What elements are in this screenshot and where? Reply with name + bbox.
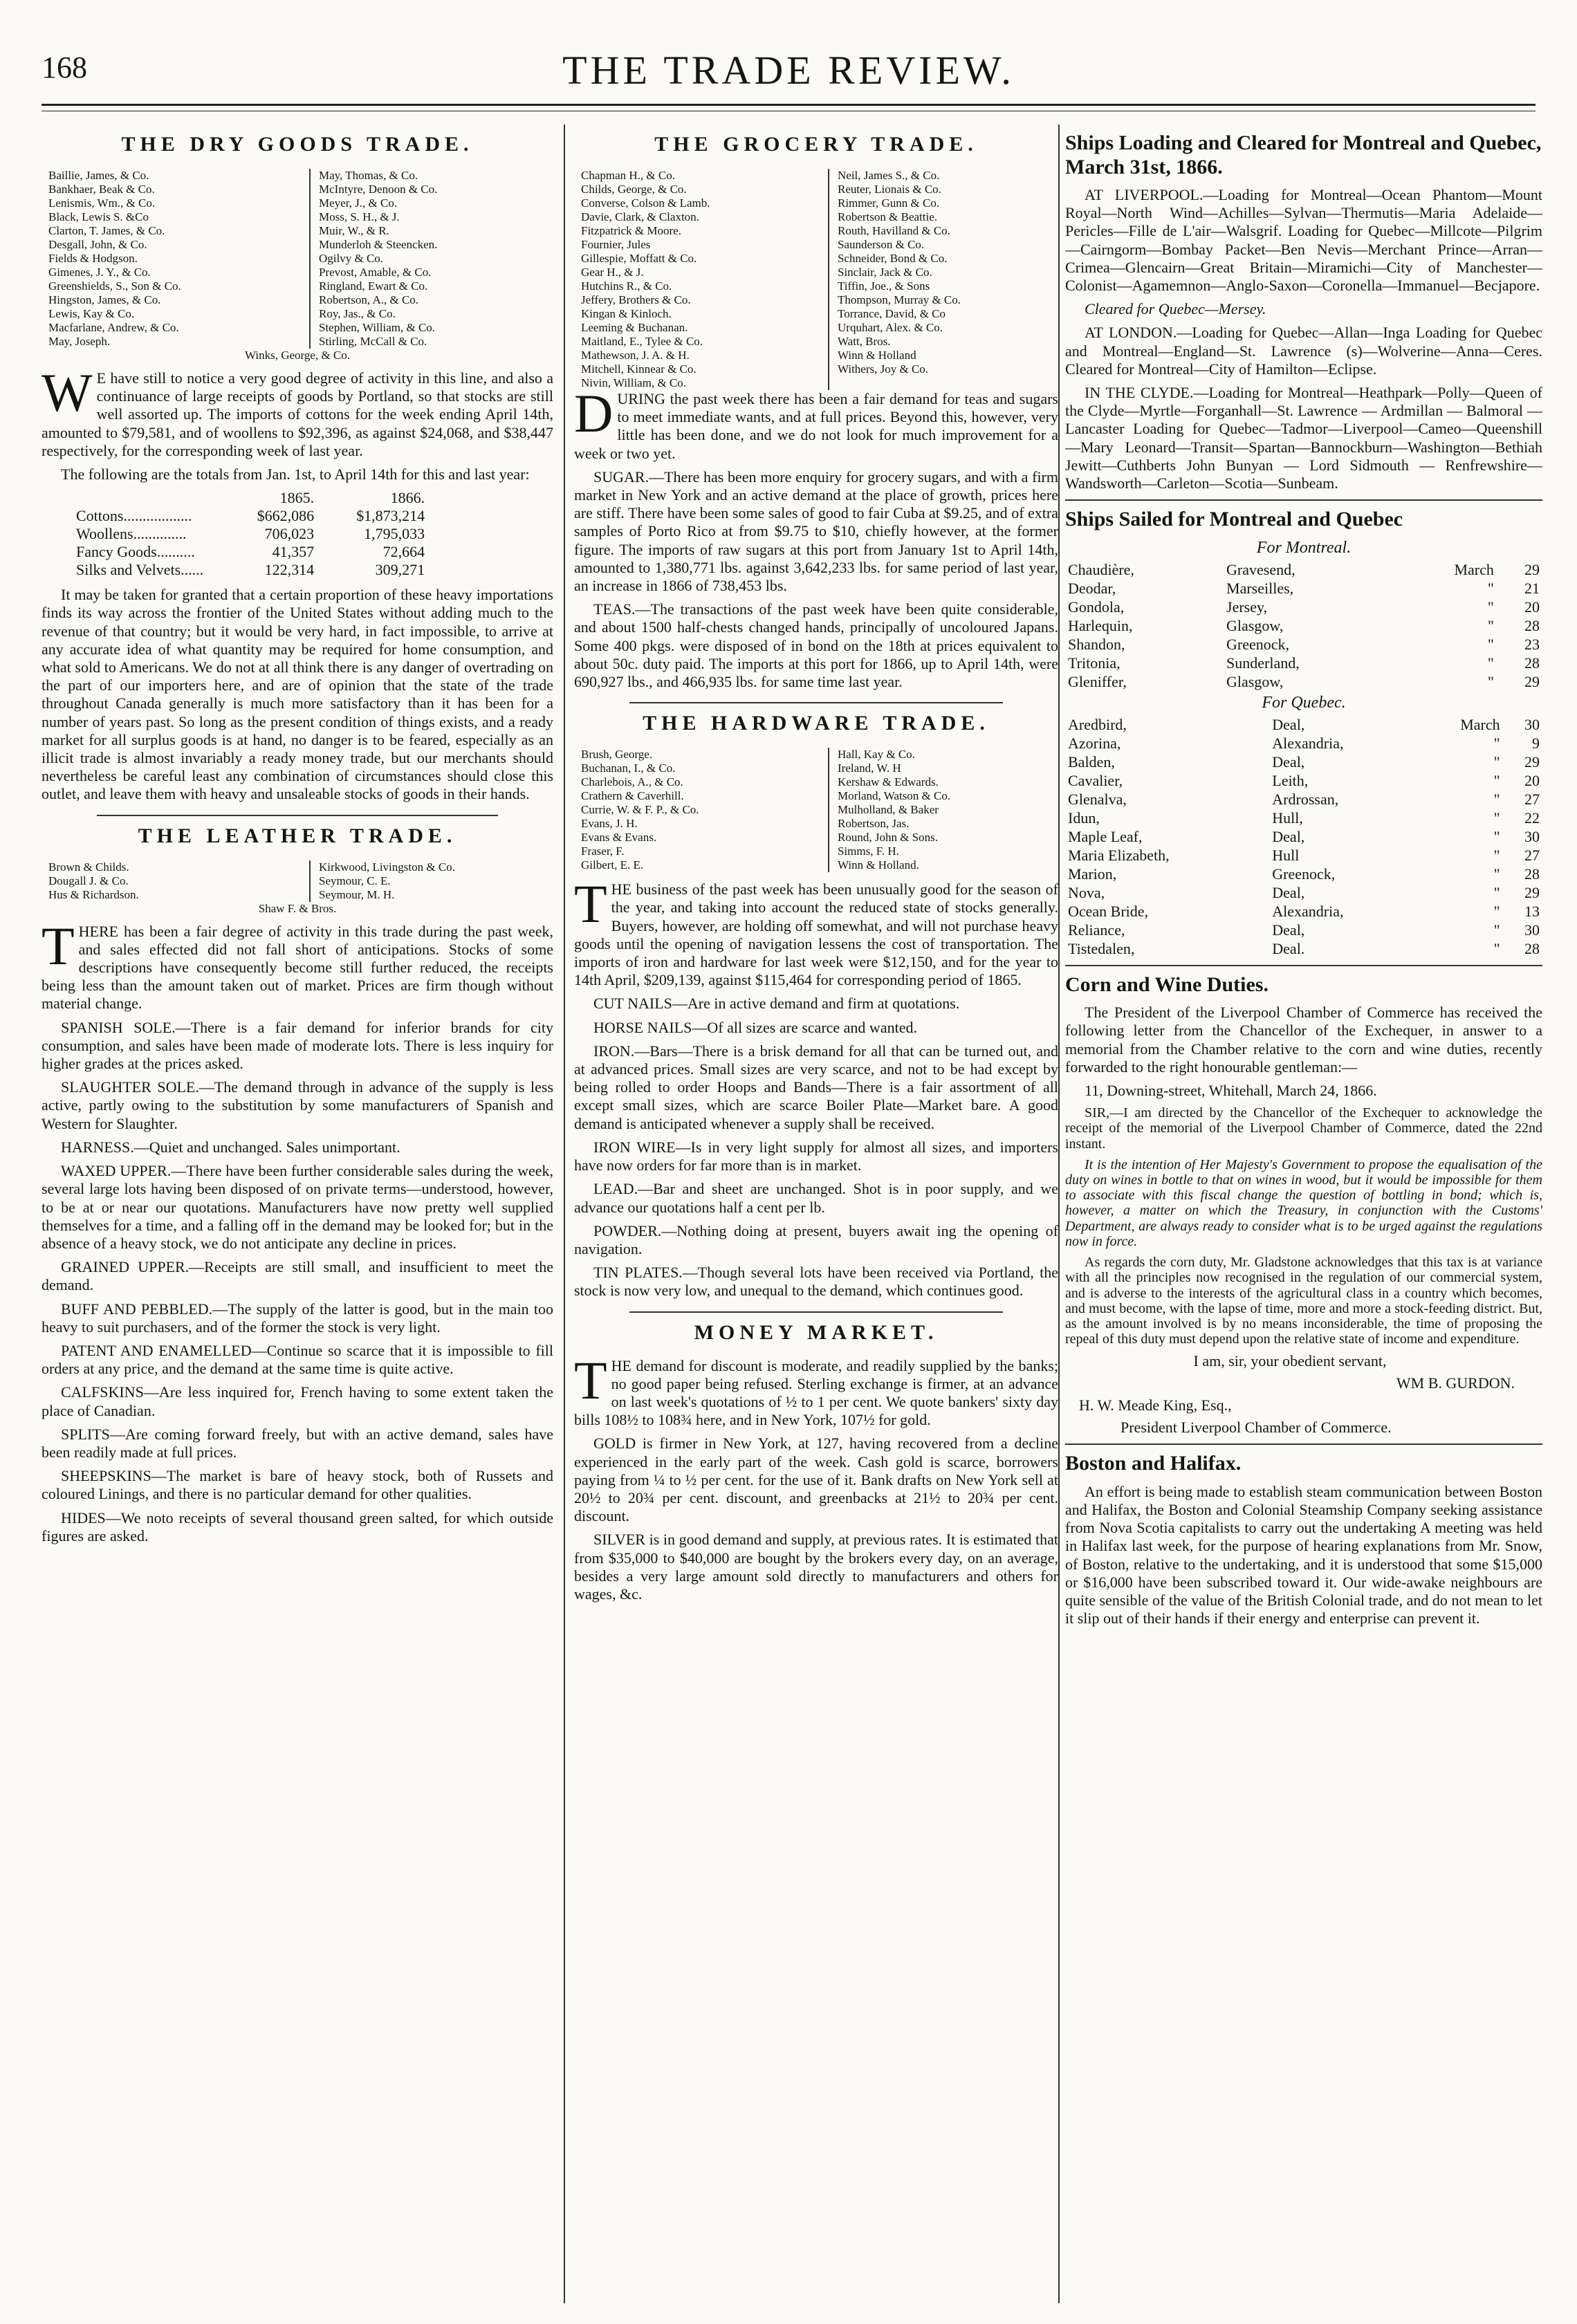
paragraph: CALFSKINS—Are less inquired for, French having to some extent taken the place of Canadian. (42, 1383, 553, 1419)
ship-port: Deal. (1272, 939, 1305, 957)
subheading: For Montreal. (1256, 538, 1352, 557)
firm-list-right (309, 860, 553, 902)
firm-name: Dougall J. & Co. (48, 874, 129, 887)
firm-name: Nivin, William, & Co. (581, 376, 687, 389)
ship-port: Deal, (1272, 827, 1305, 845)
ship-row (1065, 672, 1542, 691)
paragraph: IRON.—Bars—There is a brisk demand for all that can be turned out, and at advanced prices. Small sizes are very scarce, and not to be had except by being rolled to order Hoops and Bands—There is a fair assortment of all except small sizes, which are scarce Boiler Plate—Market bare. A good demand is anticipated whenever a supply shall be received. (574, 1042, 1058, 1132)
paragraph: AT LIVERPOOL.—Loading for Montreal—Ocean Phantom—Mount Royal—North Wind—Achilles—Sylvan—Thermutis—Maria Adelaide—Pericles—Fille de L'air—Walsgrif. Loading for Quebec—Millcote—Pilgrim—Cairngorm—Bombay Packet—Ben Nevis—Merchant Prince—Arran—Crimea—Glencairn—Great Britain—Miramichi—City of Manchester—Colonist—Agamemnon—Anglo-Saxon—Coronella—Immanuel—Becjapore. (1065, 186, 1542, 295)
firm-name: Converse, Colson & Lamb. (581, 196, 710, 210)
ship-port: Deal, (1272, 715, 1305, 733)
section-title: Ships Loading and Cleared for Montreal and Quebec, March 31st, 1866. (1065, 131, 1542, 178)
ship-day: 30 (1524, 827, 1540, 845)
paragraph: TIN PLATES.—Though several lots have been received via Portland, the stock is now very low, and unequal to the demand, which continues good. (574, 1264, 1058, 1300)
firm-name: Robertson, Jas. (838, 817, 910, 831)
firm-name: Gilbert, E. E. (581, 858, 644, 872)
ship-month: " (1493, 865, 1500, 883)
firm-name: Withers, Joy & Co. (838, 362, 929, 376)
firm-name: Muir, W., & R. (319, 224, 389, 237)
firm-name: Tiffin, Joe., & Sons (838, 279, 930, 293)
section-divider (1065, 965, 1542, 966)
dry-goods-section (42, 133, 553, 804)
section-divider (1065, 499, 1542, 501)
firm-name: Round, John & Sons. (838, 831, 938, 845)
section-divider (97, 815, 498, 816)
ship-row (1065, 734, 1542, 753)
ship-row (1065, 579, 1542, 598)
ship-month: " (1493, 921, 1500, 939)
firm-name: Robertson & Beattie. (838, 210, 938, 223)
subheading: For Quebec. (1262, 693, 1346, 712)
ship-day: 9 (1532, 734, 1540, 752)
firm-name: Seymour, C. E. (319, 874, 391, 887)
firm-name: McIntyre, Denoon & Co. (319, 183, 438, 196)
ship-month: " (1487, 672, 1494, 690)
paragraph: As regards the corn duty, Mr. Gladstone acknowledges that this tax is at variance with all the principles now recognised in the regulation of our commercial system, and is adverse to the interests of the agricultural class in a country which becomes, and must become, with the lapse of time, more and more a stock-feeding district. But, as the amount involved is by no means inconsiderable, the time of proposing the repeal of this duty must depend upon the relative state of income and expenditure. (1065, 1255, 1542, 1347)
ship-month: " (1493, 902, 1500, 920)
table-cell: $1,873,214 (356, 507, 425, 525)
firm-name: Brush, George. (581, 748, 653, 762)
ship-month: " (1487, 654, 1494, 672)
paragraph: SPANISH SOLE.—There is a fair demand for inferior brands for city consumption, and sales have been made of moderate lots. There is less inquiry for higher grades at the prices asked. (42, 1018, 553, 1073)
firm-name: Fitzpatrick & Moore. (581, 224, 681, 237)
firm-name: Kirkwood, Livingston & Co. (319, 860, 455, 874)
ship-day: 28 (1524, 865, 1540, 883)
firm-name: Neil, James S., & Co. (838, 169, 940, 182)
publication-title: THE TRADE REVIEW. (562, 48, 1015, 93)
firm-name: Mitchell, Kinnear & Co. (581, 362, 697, 376)
table-cell: Cottons.................. (76, 507, 192, 525)
ship-port: Gravesend, (1226, 560, 1295, 578)
firm-name: Gimenes, J. Y., & Co. (48, 266, 151, 279)
firm-name: Charlebois, A., & Co. (581, 775, 683, 789)
firm-name: Lewis, Kay & Co. (48, 307, 135, 320)
firm-list-left (48, 860, 293, 902)
ship-port: Marseilles, (1226, 579, 1294, 597)
ship-row (1065, 753, 1542, 771)
paragraph: HORSE NAILS—Of all sizes are scarce and wanted. (593, 1018, 917, 1036)
paragraph: It may be taken for granted that a certain proportion of these heavy importations finds its way across the frontier of the United States without adding much to the revenue of that country; but it would be very hard, in fact impossible, to arrive at any accurate idea of what quantity may be required for home consumption, and what sold to Americans. We do not at all think there is any danger of overtrading on the part of our importers here, and are of opinion that the state of the trade throughout Canada generally is much more satisfactory than it has been for a number of years past. So long as the present condition of things exists, and a ready market for all surplus goods is at hand, no danger is to be feared, especially as an illicit trade is almost invariably a ready money trade, but our merchants should nevertheless be careful least any combination of circumstances should close this outlet, and leave them with heavy and unsaleable stocks of goods in their hands. (42, 586, 553, 803)
firm-list-left (581, 748, 811, 872)
section-title: Boston and Halifax. (1065, 1452, 1242, 1475)
paragraph: CUT NAILS—Are in active demand and firm at quotations. (593, 995, 960, 1013)
firm-name: Kingan & Kinloch. (581, 307, 672, 320)
firm-name: Ireland, W. H (838, 762, 901, 775)
table-cell: $662,086 (257, 507, 315, 525)
column-header: 1865. (279, 489, 315, 507)
firm-name: Childs, George, & Co. (581, 183, 687, 196)
ship-row (1065, 616, 1542, 635)
paragraph: The following are the totals from Jan. 1st, to April 14th for this and last year: (61, 465, 530, 483)
ship-ship: Chaudière, (1068, 560, 1134, 578)
ship-port: Ardrossan, (1272, 790, 1339, 808)
firm-name: Winn & Holland. (838, 858, 919, 872)
ship-month: " (1493, 790, 1500, 808)
firm-name: Watt, Bros. (838, 335, 891, 348)
ship-row (1065, 560, 1542, 579)
addressee-title: President Liverpool Chamber of Commerce. (1120, 1419, 1392, 1437)
section-title: Corn and Wine Duties. (1065, 972, 1269, 996)
ship-port: Greenock, (1272, 865, 1336, 883)
ship-row (1065, 635, 1542, 654)
section-title: THE DRY GOODS TRADE. (121, 133, 474, 156)
paragraph: IRON WIRE—Is in very light supply for almost all sizes, and importers have now orders for far more than is in market. (574, 1138, 1058, 1174)
ship-ship: Tistedalen, (1068, 939, 1135, 957)
firm-name: Buchanan, I., & Co. (581, 762, 676, 775)
section-title: MONEY MARKET. (694, 1320, 939, 1344)
firm-name: Saunderson & Co. (838, 238, 925, 251)
firm-name: Torrance, David, & Co (838, 307, 946, 320)
firm-name: Roy, Jas., & Co. (319, 307, 396, 320)
ship-row (1065, 865, 1542, 883)
page-header (0, 42, 1577, 97)
firm-name: Currie, W. & F. P., & Co. (581, 803, 699, 817)
column-divider (564, 124, 565, 2303)
firm-name: Hall, Kay & Co. (838, 748, 915, 762)
ship-port: Glasgow, (1226, 672, 1284, 690)
ship-row (1065, 790, 1542, 809)
column-1 (42, 124, 553, 2303)
ship-port: Greenock, (1226, 635, 1290, 653)
table-row (69, 507, 425, 525)
ship-port: Alexandria, (1272, 734, 1344, 752)
ship-ship: Maria Elizabeth, (1068, 846, 1170, 864)
firm-name: Kershaw & Edwards. (838, 775, 939, 789)
ship-month: " (1493, 734, 1500, 752)
firm-name: Baillie, James, & Co. (48, 169, 149, 182)
paragraph: WE have still to notice a very good degree of activity in this line, and also a continuance of large receipts of goods by Portland, so that stocks are still well assorted up. The imports of cottons for the week ending April 14th, amounted to $79,581, and of woollens to $92,396, as against $24,068, and $38,447 respectively, for the corresponding week of last year. (42, 362, 553, 459)
import-totals-table (69, 489, 425, 579)
section-divider (629, 702, 1003, 703)
section-divider (629, 1311, 1003, 1313)
ship-month: " (1493, 809, 1500, 827)
firm-name: Rimmer, Gunn & Co. (838, 196, 940, 210)
ship-port: Hull (1272, 846, 1300, 864)
firm-name: Greenshields, S., Son & Co. (48, 279, 181, 293)
firm-name: Maitland, E., Tylee & Co. (581, 335, 703, 348)
table-row (69, 561, 425, 579)
paragraph: An effort is being made to establish steam communication between Boston and Halifax, the Boston and Colonial Steamship Company seeking assistance from Nova Scotia capitalists to carry out the undertaking A meeting was held in Halifax last week, for the purpose of hearing explanations from Mr. Snow, of Boston, relative to the undertaking, and it is understood that some $15,000 or $16,000 have been subscribed toward it. Our wide-awake neighbours are quite sensible of the value of the British Colonial trade, and do not mean to let it slip out of their hands if their energy and enterprise can prevent it. (1065, 1482, 1542, 1627)
paragraph: THE demand for discount is moderate, and readily supplied by the banks; no good paper being refused. Sterling exchange is firmer, at an advance on last week's quotations of ½ to 1 per cent. We quote bankers' sixty day bills 108½ to 108¾ here, and in New York, 107½ for gold. (574, 1349, 1058, 1429)
money-market-section (574, 1321, 1058, 1604)
ship-row (1065, 654, 1542, 672)
dateline: 11, Downing-street, Whitehall, March 24, 1866. (1085, 1082, 1377, 1100)
ship-month: " (1493, 827, 1500, 845)
ship-month: " (1487, 579, 1494, 597)
firm-list-right (828, 748, 1058, 872)
ship-ship: Nova, (1068, 883, 1105, 901)
section-title: THE GROCERY TRADE. (654, 133, 978, 156)
firm-name: May, Joseph. (48, 335, 111, 348)
firm-name: Brown & Childs. (48, 860, 129, 874)
firm-name: Lenismis, Wm., & Co. (48, 196, 156, 210)
firm-name: Gillespie, Moffatt & Co. (581, 252, 697, 265)
firm-name: Evans, J. H. (581, 817, 638, 831)
firm-name: Urquhart, Alex. & Co. (838, 321, 943, 334)
ship-ship: Harlequin, (1068, 616, 1133, 634)
paragraph: TEAS.—The transactions of the past week have been quite considerable, and about 1500 half-chests changed hands, principally of uncoloured Japans. Some 400 pkgs. were disposed of in bond on the 18th at prices equivalent to about 50c. duty paid. The imports at this port for 1866, up to April 14th, were 690,927 lbs., and 466,935 lbs. for same time last year. (574, 600, 1058, 691)
firm-name: Winn & Holland (838, 349, 916, 362)
ship-day: 28 (1524, 939, 1540, 957)
ships-sailed-section (1065, 508, 1542, 958)
ship-ship: Azorina, (1068, 734, 1121, 752)
ship-row (1065, 771, 1542, 790)
firm-name: Simms, F. H. (838, 845, 899, 858)
ship-row (1065, 939, 1542, 958)
ship-row (1065, 846, 1542, 865)
firm-name: Reuter, Lionais & Co. (838, 183, 941, 196)
ship-day: 29 (1524, 672, 1540, 690)
ship-month: " (1487, 598, 1494, 616)
firm-name: Ogilvy & Co. (319, 252, 384, 265)
firm-name: Mulholland, & Baker (838, 803, 939, 817)
firm-list (574, 748, 1058, 872)
ship-row (1065, 902, 1542, 921)
paragraph: SHEEPSKINS—The market is bare of heavy stock, both of Russets and coloured Linings, and there is no particular demand for other qualities. (42, 1467, 553, 1503)
paragraph: IN THE CLYDE.—Loading for Montreal—Heathpark—Polly—Queen of the Clyde—Myrtle—Forganhall—St. Lawrence — Ardmillan — Balmoral — Lancaster Loading for Quebec—Tadmor—Liverpool—Cameo—Queenshill—Mary Leonard—Transit—Spartan—Bannockburn—Washington—Bethiah Jewitt—Cuthberts John Bunyan — Lord Sidmouth — Renfrewshire—Wandsworth—Carleton—Scotia—Sunbeam. (1065, 384, 1542, 492)
ship-ship: Gondola, (1068, 598, 1125, 616)
paragraph: POWDER.—Nothing doing at present, buyers await ing the opening of navigation. (574, 1221, 1058, 1257)
ship-month: " (1493, 771, 1500, 789)
firm-name: Hus & Richardson. (48, 887, 139, 901)
column-header: 1866. (390, 489, 425, 507)
paragraph: It is the intention of Her Majesty's Government to propose the equalisation of the duty on wines in bottle to that on wines in wood, but it would be impossible for them to associate with this fiscal change the question of bottling in bond; which is, however, a matter on which the Treasury, in conjunction with the Customs' Department, are always ready to consider what is to be urged against the regulations now in force. (1065, 1156, 1542, 1249)
ship-row (1065, 921, 1542, 939)
firm-name: Chapman H., & Co. (581, 169, 675, 182)
ship-month: " (1493, 753, 1500, 771)
paragraph: SLAUGHTER SOLE.—The demand through in advance of the supply is less active, partly owing to the substitution by some manufacturers of Spanish and Western for Slaughter. (42, 1078, 553, 1132)
firm-list (42, 860, 553, 902)
page-number: 168 (42, 50, 87, 84)
ships-loading-section (1065, 131, 1542, 492)
ship-day: 28 (1524, 616, 1540, 634)
boston-halifax-section (1065, 1452, 1542, 1627)
ship-day: 20 (1524, 598, 1540, 616)
paragraph: GRAINED UPPER.—Receipts are still small, and insufficient to meet the demand. (42, 1258, 553, 1294)
firm-name: Mathewson, J. A. & H. (581, 349, 690, 362)
grocery-section (574, 133, 1058, 691)
firm-name: Prevost, Amable, & Co. (319, 266, 432, 279)
ship-day: 23 (1524, 635, 1540, 653)
ship-ship: Maple Leaf, (1068, 827, 1143, 845)
table-row (69, 525, 425, 543)
firm-list-right (309, 169, 553, 349)
table-row (69, 543, 425, 561)
ship-port: Jersey, (1226, 598, 1268, 616)
ship-day: 13 (1524, 902, 1540, 920)
ship-day: 30 (1524, 921, 1540, 939)
ship-ship: Gleniffer, (1068, 672, 1127, 690)
firm-name: Thompson, Murray & Co. (838, 293, 961, 306)
ship-ship: Glenalva, (1068, 790, 1127, 808)
paragraph: SIR,—I am directed by the Chancellor of the Exchequer to acknowledge the receipt of the memorial of the Liverpool Chamber of Commerce, dated the 22nd instant. (1065, 1105, 1542, 1152)
table-cell: Silks and Velvets...... (76, 561, 204, 579)
leather-section (42, 824, 553, 1545)
table-cell: Fancy Goods.......... (76, 543, 195, 561)
firm-name: Bankhaer, Beak & Co. (48, 183, 155, 196)
ship-port: Glasgow, (1226, 616, 1284, 634)
ship-day: 27 (1524, 846, 1540, 864)
ship-port: Leith, (1272, 771, 1309, 789)
paragraph: BUFF AND PEBBLED.—The supply of the latter is good, but in the main too heavy to suit purchasers, and of the former the stock is very light. (42, 1300, 553, 1336)
paragraph: HIDES—We noto receipts of several thousand green salted, for which outside figures are asked. (42, 1509, 553, 1544)
ship-row (1065, 715, 1542, 734)
ship-row (1065, 883, 1542, 902)
firm-name: Evans & Evans. (581, 831, 657, 845)
ship-day: 29 (1524, 883, 1540, 901)
table-cell: Woollens.............. (76, 525, 187, 543)
section-title: Ships Sailed for Montreal and Quebec (1065, 508, 1403, 531)
ship-ship: Idun, (1068, 809, 1100, 827)
firm-name: Morland, Watson & Co. (838, 789, 951, 803)
ship-port: Alexandria, (1272, 902, 1344, 920)
paragraph: SUGAR.—There has been more enquiry for grocery sugars, and with a firm market in New York and an active demand at the place of growth, prices here are stiff. There have been some sales of good to fair Cuba at $9.25, and of extra samples of Porto Rico at from $9.75 to $10, chiefly however, at the former figure. The imports of raw sugars at this port from January 1st to April 14th, amounted to 1,380,771 lbs. against 3,642,233 lbs. for same period of last year, an increase in 1866 of 738,453 lbs. (574, 468, 1058, 595)
paragraph: SPLITS—Are coming forward freely, but with an active demand, sales have been readily made at full prices. (42, 1425, 553, 1461)
firm-name: Macfarlane, Andrew, & Co. (48, 321, 179, 334)
firm-name: Munderloh & Steencken. (319, 238, 438, 251)
paragraph: The President of the Liverpool Chamber of Commerce has received the following letter from the Chancellor of the Exchequer, in answer to a memorial from the Chamber relative to the corn and wine duties, recently forwarded to the right honourable gentleman:— (1065, 1004, 1542, 1076)
section-title: THE HARDWARE TRADE. (643, 712, 990, 735)
ship-ship: Marion, (1068, 865, 1117, 883)
firm-list (42, 169, 553, 349)
table-header-row (69, 489, 425, 507)
firm-name: Schneider, Bond & Co. (838, 252, 948, 265)
firm-list-right (828, 169, 1058, 390)
firm-name: May, Thomas, & Co. (319, 169, 418, 182)
firm-name: Fields & Hodgson. (48, 252, 138, 265)
ship-month: March (1460, 715, 1500, 733)
ship-day: 30 (1524, 715, 1540, 733)
corn-wine-section (1065, 973, 1542, 1437)
firm-name: Ringland, Ewart & Co. (319, 279, 428, 293)
ship-ship: Reliance, (1068, 921, 1125, 939)
firm-name: Stirling, McCall & Co. (319, 335, 427, 348)
paragraph: DURING the past week there has been a fair demand for teas and sugars to meet immediate wants, and at full prices. Beyond this, however, very little has been done, and we do not look for much improvement for a week or two yet. (574, 383, 1058, 462)
section-title: THE LEATHER TRADE. (138, 824, 457, 847)
firm-name: Hingston, James, & Co. (48, 293, 161, 306)
hardware-section (574, 712, 1058, 1300)
firm-list-last: Winks, George, & Co. (245, 349, 350, 362)
firm-name: Crathern & Caverhill. (581, 789, 684, 803)
ship-day: 27 (1524, 790, 1540, 808)
ship-ship: Ocean Bride, (1068, 902, 1149, 920)
table-cell: 122,314 (264, 561, 315, 579)
ship-port: Deal, (1272, 753, 1305, 771)
paragraph: WAXED UPPER.—There have been further considerable sales during the week, several large lots having been disposed of on private terms—understood, however, to be at or near our quotations. Manufacturers have now pretty well supplied themselves for a time, and a falling off in the demand may be looked for; but in the absence of a heavy stock, we do not anticipate any decline in prices. (42, 1162, 553, 1252)
ships-table-quebec (1065, 715, 1542, 958)
paragraph: AT LONDON.—Loading for Quebec—Allan—Inga Loading for Quebec and Montreal—England—St. Lawrence (s)—Wolverine—Anna—Ceres. Cleared for Montreal—City of Hamilton—Eclipse. (1065, 324, 1542, 378)
ship-row (1065, 598, 1542, 616)
ship-month: " (1487, 635, 1494, 653)
table-cell: 706,023 (264, 525, 315, 543)
firm-name: Routh, Havilland & Co. (838, 224, 950, 237)
table-cell: 72,664 (382, 543, 425, 561)
column-2 (574, 124, 1058, 2303)
header-rule (42, 104, 1536, 106)
firm-name: Moss, S. H., & J. (319, 210, 400, 223)
paragraph: LEAD.—Bar and sheet are unchanged. Shot is in poor supply, and we advance our quotations half a cent per lb. (574, 1180, 1058, 1216)
column-divider (1058, 124, 1060, 2303)
ship-ship: Shandon, (1068, 635, 1125, 653)
firm-name: Gear H., & J. (581, 266, 644, 279)
ship-day: 28 (1524, 654, 1540, 672)
section-divider (1065, 1444, 1542, 1445)
ship-month: " (1493, 939, 1500, 957)
firm-name: Seymour, M. H. (319, 887, 395, 901)
firm-list-last: Shaw F. & Bros. (258, 901, 337, 915)
firm-list-left (581, 169, 811, 390)
ship-row (1065, 827, 1542, 846)
paragraph: SILVER is in good demand and supply, at previous rates. It is estimated that from $35,000 to $40,000 are bought by the brokers every day, on an average, besides a very large amount sold directly to manufacturers and others for wages, &c. (574, 1531, 1058, 1603)
firm-name: Desgall, John, & Co. (48, 238, 147, 251)
firm-name: Stephen, William, & Co. (319, 321, 436, 334)
ship-day: 29 (1524, 560, 1540, 578)
ship-ship: Cavalier, (1068, 771, 1123, 789)
firm-name: Jeffery, Brothers & Co. (581, 293, 691, 306)
ship-month: " (1493, 846, 1500, 864)
firm-name: Clarton, T. James, & Co. (48, 224, 165, 237)
ship-port: Hull, (1272, 809, 1303, 827)
ship-port: Deal, (1272, 921, 1305, 939)
firm-name: Fraser, F. (581, 845, 625, 858)
ships-table-montreal (1065, 560, 1542, 691)
ship-day: 29 (1524, 753, 1540, 771)
ship-day: 20 (1524, 771, 1540, 789)
paragraph: PATENT AND ENAMELLED—Continue so scarce that it is impossible to fill orders at any price, and the demand at the same time is quite active. (42, 1341, 553, 1378)
firm-name: Davie, Clark, & Claxton. (581, 210, 699, 223)
ship-month: " (1487, 616, 1494, 634)
firm-name: Robertson, A., & Co. (319, 293, 419, 306)
firm-name: Sinclair, Jack & Co. (838, 266, 932, 279)
firm-name: Meyer, J., & Co. (319, 196, 398, 210)
table-cell: 41,357 (272, 543, 315, 561)
ship-ship: Deodar, (1068, 579, 1116, 597)
table-cell: 309,271 (375, 561, 425, 579)
ship-port: Deal, (1272, 883, 1305, 901)
paragraph: Cleared for Quebec—Mersey. (1085, 300, 1266, 318)
paragraph: HARNESS.—Quiet and unchanged. Sales unimportant. (61, 1138, 400, 1156)
paragraph: THERE has been a fair degree of activity in this trade during the past week, and sales effected did not fall short of anticipations. Stocks of some descriptions have consequently become still further reduced, the receipts being less than the amount taken out of market. Prices are firm though without material change. (42, 915, 553, 1013)
ship-month: " (1493, 883, 1500, 901)
addressee: H. W. Meade King, Esq., (1079, 1396, 1232, 1414)
firm-name: Fournier, Jules (581, 238, 651, 251)
firm-name: Hutchins R., & Co. (581, 279, 672, 293)
firm-name: Black, Lewis S. &Co (48, 210, 149, 223)
ship-port: Sunderland, (1226, 654, 1300, 672)
signature: WM B. GURDON. (1396, 1374, 1515, 1392)
table-cell: 1,795,033 (364, 525, 425, 543)
ship-day: 21 (1524, 579, 1540, 597)
column-3 (1065, 124, 1542, 2303)
firm-list (574, 169, 1058, 390)
ship-month: March (1454, 560, 1494, 578)
ship-row (1065, 809, 1542, 827)
firm-list-left (48, 169, 293, 349)
ship-day: 22 (1524, 809, 1540, 827)
closing: I am, sir, your obedient servant, (1193, 1352, 1387, 1370)
ship-ship: Tritonia, (1068, 654, 1120, 672)
paragraph: THE business of the past week has been unusually good for the season of the year, and taking into account the reduced state of stocks generally. Buyers, however, are holding off somewhat, and will not purchase heavy goods until the opening of navigation lessens the cost of transportation. The imports of iron and hardware for last week were $12,150, and for the year to 14th April, $209,139, against $115,464 for corresponding period of 1865. (574, 874, 1058, 989)
ship-ship: Aredbird, (1068, 715, 1127, 733)
firm-name: Leeming & Buchanan. (581, 321, 688, 334)
paragraph: GOLD is firmer in New York, at 127, having recovered from a decline experienced in the early part of the week. Cash gold is scarce, borrowers paying from ¼ to ½ per cent. for the use of it. Bank drafts on New York sell at 20½ to 20¾ per cent. discount, and greenbacks at 21½ to 20¾ per cent. discount. (574, 1435, 1058, 1525)
ship-ship: Balden, (1068, 753, 1115, 771)
